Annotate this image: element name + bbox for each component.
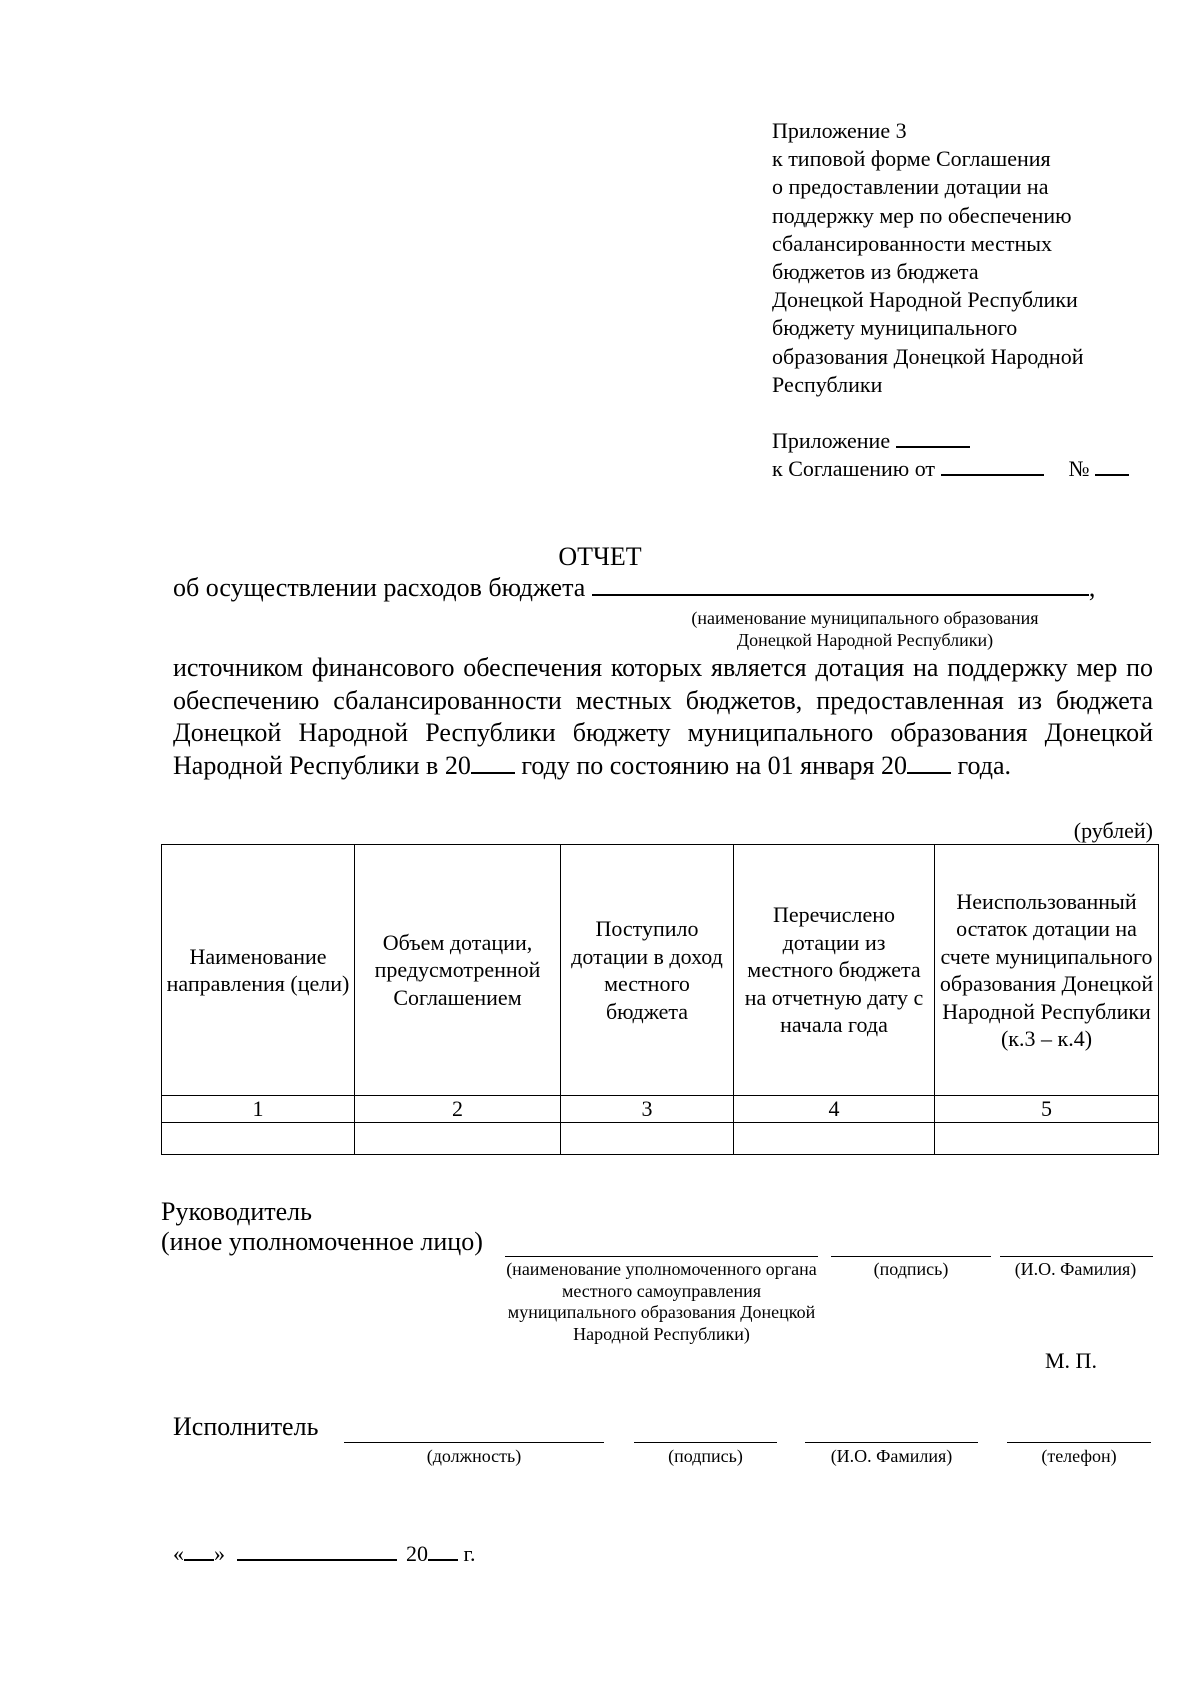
header-line: о предоставлении дотации на	[772, 174, 1049, 200]
executor-name-line[interactable]	[805, 1442, 978, 1443]
column-number: 5	[935, 1096, 1159, 1123]
head-label: Руководитель	[161, 1197, 312, 1226]
executor-phone-line[interactable]	[1007, 1442, 1151, 1443]
agreement-date-blank[interactable]	[941, 456, 1044, 476]
table-cell[interactable]	[561, 1123, 734, 1155]
date-month-blank[interactable]	[237, 1541, 397, 1561]
header-line: образования Донецкой Народной	[772, 343, 1084, 369]
executor-label: Исполнитель	[173, 1412, 319, 1441]
appendix-number-blank[interactable]	[896, 428, 970, 448]
executor-signature-caption: (подпись)	[668, 1446, 743, 1466]
date-open-quote: «	[173, 1541, 184, 1566]
intro-text-2: году по состоянию на 01 января 20	[514, 750, 907, 780]
currency-units: (рублей)	[1073, 818, 1153, 843]
header-line: Приложение 3	[772, 118, 907, 143]
report-subtitle	[173, 573, 1095, 603]
municipality-name-blank[interactable]	[592, 574, 1089, 596]
date-close-quote: »	[214, 1541, 225, 1566]
intro-text-1: источником финансового обеспечения которых является дотация на поддержку мер по обеспечению сбалансированности местных бюджетов, предоставленная из бюджета Донецкой Народной Республики бюджету муниципального образования Донецкой Народной Республики в 20	[173, 653, 1153, 780]
appendix-header	[772, 117, 1152, 483]
report-year-blank[interactable]	[907, 750, 951, 774]
table-header-row	[162, 845, 1159, 1096]
head-name-caption: (И.О. Фамилия)	[1014, 1259, 1137, 1279]
table-cell[interactable]	[734, 1123, 935, 1155]
header-line: бюджету муниципального	[772, 315, 1018, 341]
table-cell[interactable]	[935, 1123, 1159, 1155]
intro-paragraph	[173, 652, 1153, 782]
executor-position-line[interactable]	[344, 1442, 604, 1443]
column-number: 4	[734, 1096, 935, 1123]
head-signature-line[interactable]	[831, 1256, 991, 1257]
seal-place: М. П.	[1045, 1348, 1097, 1373]
table-cell[interactable]	[162, 1123, 355, 1155]
head-name-line[interactable]	[1000, 1256, 1153, 1257]
header-line: Республики	[772, 371, 883, 397]
column-header-direction: Наименование направления (цели)	[162, 845, 355, 1096]
executor-signature-line[interactable]	[634, 1442, 777, 1443]
head-org-caption: (наименование уполномоченного органа местного самоуправления муниципального образования Донецкой Народной Республики)	[506, 1259, 817, 1344]
head-signature-caption: (подпись)	[873, 1259, 949, 1279]
appendix-number-line	[772, 427, 1152, 455]
year-blank[interactable]	[471, 750, 515, 774]
agreement-line	[772, 455, 1152, 483]
column-header-unused-balance: Неиспользованный остаток дотации на счете муниципального образования Донецкой Народной Республики (к.3 – к.4)	[935, 845, 1159, 1096]
executor-position-caption: (должность)	[426, 1446, 522, 1466]
date-year-blank[interactable]	[428, 1541, 458, 1561]
appendix-label: Приложение	[772, 428, 891, 454]
subtitle-comma: ,	[1088, 573, 1096, 602]
executor-phone-caption: (телефон)	[1041, 1446, 1117, 1466]
intro-text-3: года.	[950, 750, 1012, 780]
date-year-prefix: 20	[406, 1541, 428, 1566]
column-header-transferred: Перечислено дотации из местного бюджета на отчетную дату с начала года	[734, 845, 935, 1096]
header-line: бюджетов из бюджета	[772, 259, 979, 285]
column-header-received: Поступило дотации в доход местного бюджета	[561, 845, 734, 1096]
report-title: ОТЧЕТ	[558, 542, 642, 571]
column-header-subsidy-volume: Объем дотации, предусмотренной Соглашением	[355, 845, 561, 1096]
column-number: 2	[355, 1096, 561, 1123]
column-number: 3	[561, 1096, 734, 1123]
header-line: сбалансированности местных	[772, 230, 1053, 256]
header-line: поддержку мер по обеспечению	[772, 202, 1072, 228]
table-cell[interactable]	[355, 1123, 561, 1155]
column-number: 1	[162, 1096, 355, 1123]
subtitle-text: об осуществлении расходов бюджета	[173, 573, 586, 602]
executor-name-caption: (И.О. Фамилия)	[830, 1446, 953, 1466]
date-line	[173, 1541, 476, 1567]
date-year-suffix: г.	[463, 1541, 476, 1566]
head-org-line[interactable]	[505, 1256, 818, 1257]
number-sign: №	[1068, 456, 1090, 482]
caption-line: Донецкой Народной Республики)	[736, 630, 994, 650]
agreement-label: к Соглашению от	[772, 456, 936, 482]
municipality-caption	[660, 607, 1070, 651]
header-line: Донецкой Народной Республики	[772, 287, 1078, 313]
date-day-blank[interactable]	[184, 1541, 214, 1561]
table-number-row	[162, 1096, 1159, 1123]
agreement-number-blank[interactable]	[1095, 456, 1129, 476]
caption-line: (наименование муниципального образования	[691, 608, 1039, 628]
report-table	[161, 844, 1159, 1155]
head-label-sub: (иное уполномоченное лицо)	[161, 1227, 483, 1256]
table-row	[162, 1123, 1159, 1155]
header-line: к типовой форме Соглашения	[772, 146, 1051, 172]
